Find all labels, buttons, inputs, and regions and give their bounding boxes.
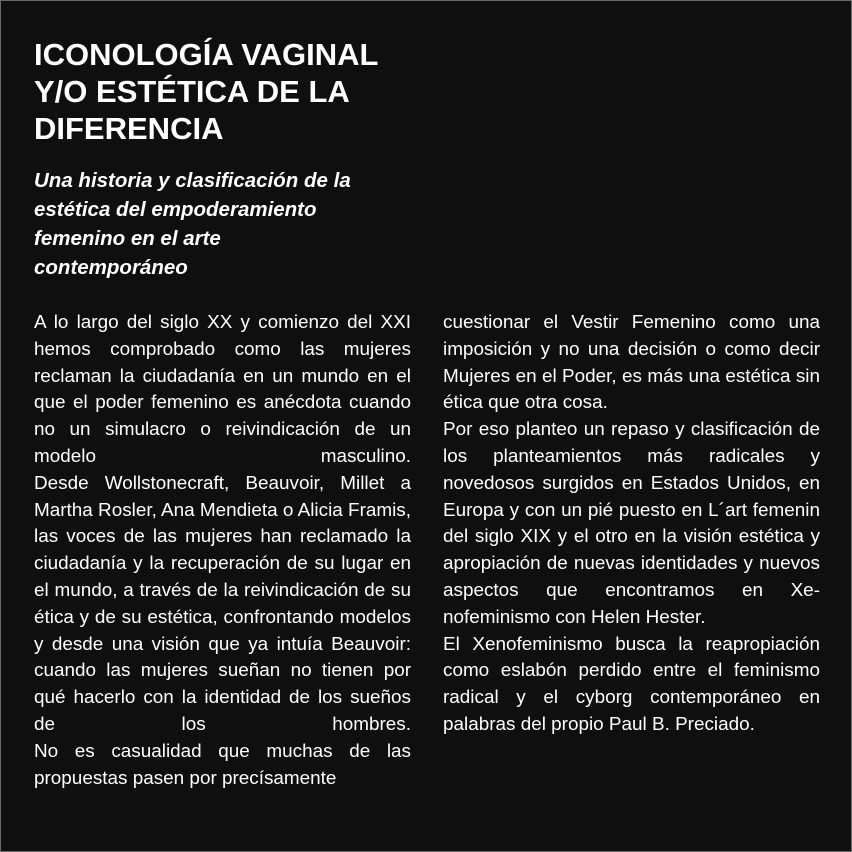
subtitle-line: Una historia y clasificación de la xyxy=(34,169,351,192)
body-paragraph: A lo largo del siglo XX y comienzo del XXI hemos comprobado como las mujeres reclaman la ciudadanía en un mundo en el que el poder femenino es anécdota cuando no un simulacro o reivindicación de un modelo masculino. xyxy=(34,312,411,467)
title-line: DIFERENCIA xyxy=(34,111,224,146)
subtitle-line: femenino en el arte xyxy=(34,227,221,250)
body-column-left xyxy=(34,310,411,792)
title-line: Y/O ESTÉTICA DE LA xyxy=(34,74,350,109)
body-paragraph: No es casualidad que muchas de las propuestas pasen por precísamente xyxy=(34,740,411,789)
header-block xyxy=(34,36,424,282)
page-subtitle xyxy=(34,166,424,282)
body-column-right xyxy=(443,310,820,739)
body-paragraph: cuestionar el Vestir Femenino como una imposición y no una decisión o como decir Mujeres en el Poder, es más una estética sin ética que otra cosa. xyxy=(443,312,820,414)
subtitle-line: contemporáneo xyxy=(34,256,188,279)
body-paragraph: Por eso planteo un repaso y clasificación de los planteamientos más radicales y novedosos surgidos en Estados Unidos, en Europa y con un pié puesto en L´art femenin del siglo XIX y el otro en la visión estética y apropiación de nuevas identidades y nuevos aspectos que encontramos en Xenofeminismo con Helen Hester. xyxy=(443,419,820,628)
title-line: ICONOLOGÍA VAGINAL xyxy=(34,37,379,72)
subtitle-line: estética del empoderamiento xyxy=(34,198,317,221)
body-paragraph: Desde Wollstonecraft, Beauvoir, Millet a Martha Rosler, Ana Mendieta o Alicia Framis, las voces de las mujeres han reclamado la ciudadanía y la recuperación de su lugar en el mundo, a través de la reivindicación de su ética y de su estética, confrontando modelos y desde una visión que ya intuía Beauvoir: cuando las mujeres sueñan no tienen por qué hacerlo con la identidad de los sueños de los hombres. xyxy=(34,472,411,735)
body-paragraph: El Xenofeminismo busca la reapropiación como eslabón perdido entre el feminismo radical y el cyborg contemporáneo en palabras del propio Paul B. Preciado. xyxy=(443,633,820,735)
page-title xyxy=(34,36,424,147)
